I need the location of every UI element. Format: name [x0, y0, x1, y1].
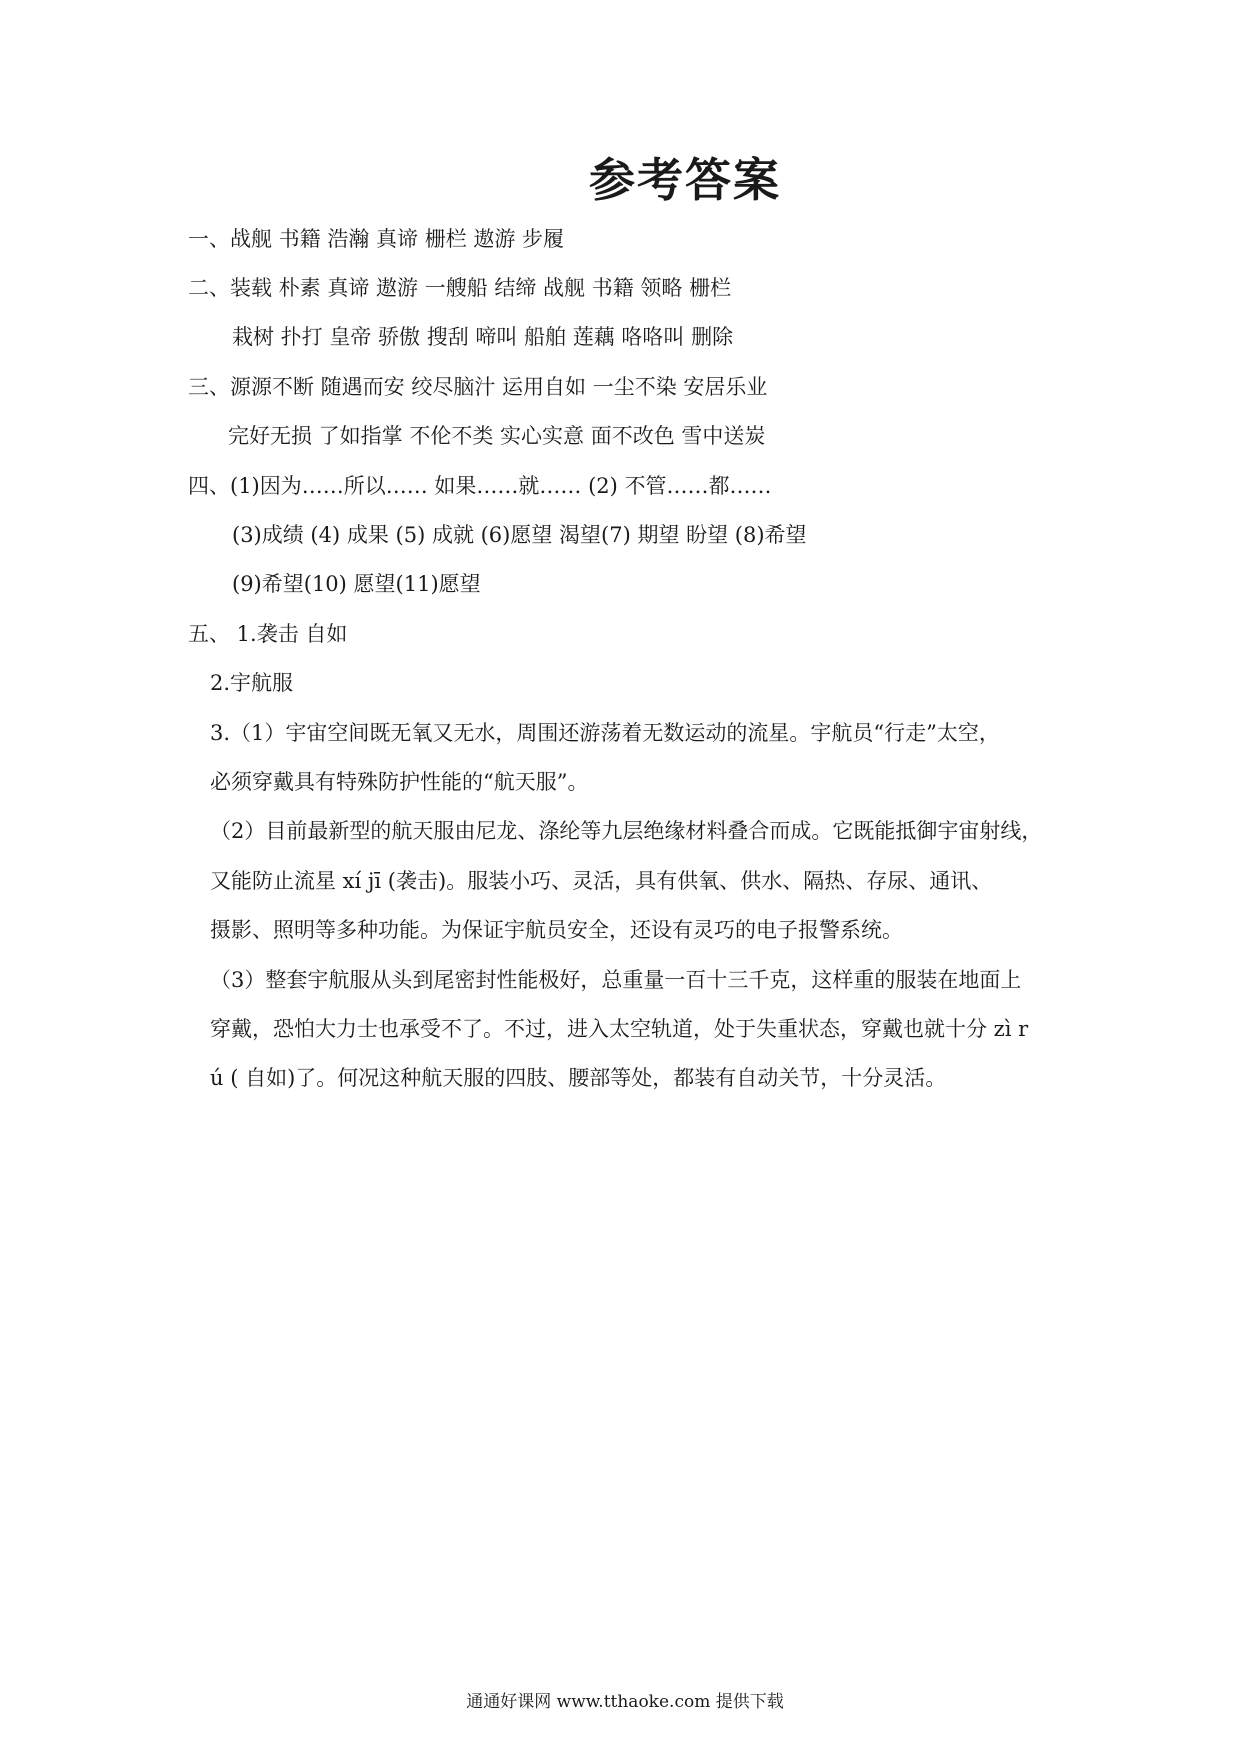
page-footer: 通通好课网 www.tthaoke.com 提供下载: [466, 1692, 784, 1712]
answer-section-5-item-1: 五、 1.袭击 自如: [188, 622, 348, 646]
answer-section-5-item-2: 2.宇航服: [210, 671, 294, 695]
answer-section-3-row-1: 三、源源不断 随遇而安 绞尽脑汁 运用自如 一尘不染 安居乐业: [188, 375, 768, 399]
answer-section-1: 一、战舰 书籍 浩瀚 真谛 栅栏 遨游 步履: [188, 227, 565, 251]
answer-section-4-row-3: (9)希望(10) 愿望(11)愿望: [232, 572, 481, 596]
answer-section-2-row-2: 栽树 扑打 皇帝 骄傲 搜刮 啼叫 船舶 莲藕 咯咯叫 删除: [232, 325, 734, 349]
answer-section-4-row-2: (3)成绩 (4) 成果 (5) 成就 (6)愿望 渴望(7) 期望 盼望 (8)希望: [232, 523, 807, 547]
answer-section-5-item-3-line-4: 又能防止流星 xí jī (袭击)。服装小巧、灵活，具有供氧、供水、隔热、存尿、通讯、: [210, 869, 993, 893]
answer-section-2-row-1: 二、装载 朴素 真谛 遨游 一艘船 结缔 战舰 书籍 领略 栅栏: [188, 276, 732, 300]
answer-section-3-row-2: 完好无损 了如指掌 不伦不类 实心实意 面不改色 雪中送炭: [228, 424, 766, 448]
answer-section-5-item-3-line-7: 穿戴，恐怕大力士也承受不了。不过，进入太空轨道，处于失重状态，穿戴也就十分 zì r: [210, 1017, 1029, 1041]
answer-section-4-row-1: 四、(1)因为……所以…… 如果……就…… (2) 不管……都……: [188, 474, 772, 498]
answer-section-5-item-3-line-8: ú ( 自如)了。何况这种航天服的四肢、腰部等处，都装有自动关节，十分灵活。: [210, 1066, 947, 1090]
answer-section-5-item-3-line-1: 3.（1）宇宙空间既无氧又无水，周围还游荡着无数运动的流星。宇航员“行走”太空，: [210, 721, 1000, 745]
answer-section-5-item-3-line-6: （3）整套宇航服从头到尾密封性能极好，总重量一百十三千克，这样重的服装在地面上: [210, 968, 1022, 992]
answer-section-5-item-3-line-2: 必须穿戴具有特殊防护性能的“航天服”。: [210, 770, 589, 794]
page-title: 参考答案: [589, 153, 781, 207]
answer-section-5-item-3-line-3: （2）目前最新型的航天服由尼龙、涤纶等九层绝缘材料叠合而成。它既能抵御宇宙射线，: [210, 819, 1043, 843]
answer-section-5-item-3-line-5: 摄影、照明等多种功能。为保证宇航员安全，还设有灵巧的电子报警系统。: [210, 918, 903, 942]
